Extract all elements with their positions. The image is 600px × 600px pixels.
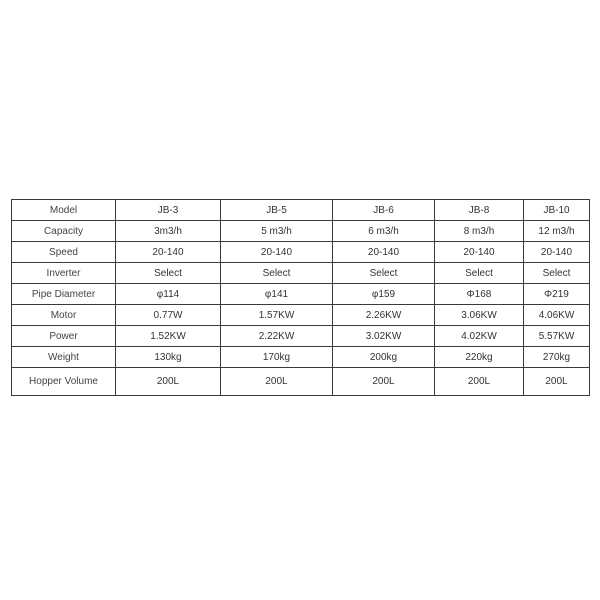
table-cell: 20-140 — [333, 242, 435, 263]
table-cell: Select — [333, 263, 435, 284]
table-cell: 200kg — [333, 347, 435, 368]
row-label: Inverter — [12, 263, 116, 284]
table-cell: 3m3/h — [116, 221, 221, 242]
row-label: Capacity — [12, 221, 116, 242]
table-cell: 220kg — [435, 347, 524, 368]
spec-table-body — [12, 200, 590, 396]
table-row — [12, 200, 590, 221]
table-cell: 4.06KW — [524, 305, 590, 326]
table-cell: 200L — [116, 368, 221, 396]
table-row — [12, 347, 590, 368]
table-cell: JB-8 — [435, 200, 524, 221]
table-cell: Φ168 — [435, 284, 524, 305]
row-label: Motor — [12, 305, 116, 326]
table-cell: Select — [221, 263, 333, 284]
table-cell: 5 m3/h — [221, 221, 333, 242]
table-cell: φ159 — [333, 284, 435, 305]
table-row — [12, 326, 590, 347]
table-cell: JB-6 — [333, 200, 435, 221]
table-cell: 130kg — [116, 347, 221, 368]
table-row — [12, 221, 590, 242]
table-row — [12, 242, 590, 263]
table-cell: 1.57KW — [221, 305, 333, 326]
row-label: Model — [12, 200, 116, 221]
table-row — [12, 368, 590, 396]
table-cell: 3.02KW — [333, 326, 435, 347]
table-cell: Select — [116, 263, 221, 284]
table-row — [12, 305, 590, 326]
table-cell: Select — [524, 263, 590, 284]
table-cell: φ141 — [221, 284, 333, 305]
table-cell: JB-5 — [221, 200, 333, 221]
table-cell: JB-3 — [116, 200, 221, 221]
row-label: Speed — [12, 242, 116, 263]
table-cell: 20-140 — [524, 242, 590, 263]
table-cell: 200L — [524, 368, 590, 396]
table-cell: 5.57KW — [524, 326, 590, 347]
table-cell: 4.02KW — [435, 326, 524, 347]
row-label: Weight — [12, 347, 116, 368]
table-cell: 20-140 — [116, 242, 221, 263]
table-cell: φ114 — [116, 284, 221, 305]
table-cell: 3.06KW — [435, 305, 524, 326]
table-cell: 200L — [435, 368, 524, 396]
table-cell: 2.22KW — [221, 326, 333, 347]
table-cell: 20-140 — [435, 242, 524, 263]
table-cell: 8 m3/h — [435, 221, 524, 242]
table-row — [12, 263, 590, 284]
table-cell: 200L — [221, 368, 333, 396]
table-cell: 0.77W — [116, 305, 221, 326]
spec-table — [11, 199, 590, 396]
table-cell: 2.26KW — [333, 305, 435, 326]
table-cell: 12 m3/h — [524, 221, 590, 242]
table-cell: Φ219 — [524, 284, 590, 305]
table-cell: 200L — [333, 368, 435, 396]
table-row — [12, 284, 590, 305]
row-label: Power — [12, 326, 116, 347]
table-cell: 1.52KW — [116, 326, 221, 347]
table-cell: Select — [435, 263, 524, 284]
table-cell: 170kg — [221, 347, 333, 368]
table-cell: 6 m3/h — [333, 221, 435, 242]
row-label: Pipe Diameter — [12, 284, 116, 305]
table-cell: JB-10 — [524, 200, 590, 221]
table-cell: 20-140 — [221, 242, 333, 263]
row-label: Hopper Volume — [12, 368, 116, 396]
table-cell: 270kg — [524, 347, 590, 368]
